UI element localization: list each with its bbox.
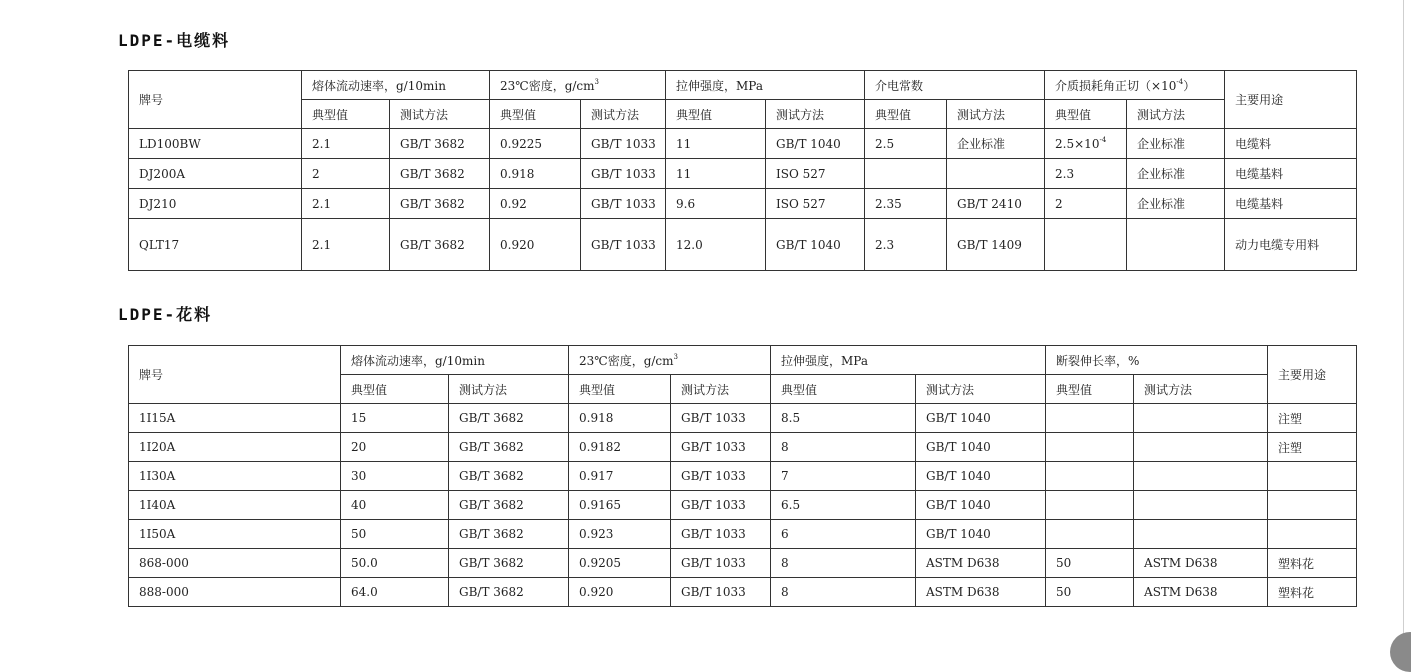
- cell-value: 11: [666, 159, 766, 189]
- cell-use: 塑料花: [1268, 578, 1357, 607]
- cell-value: 50: [341, 520, 449, 549]
- cell-value: 11: [666, 129, 766, 159]
- header-main-use: 主要用途: [1225, 71, 1357, 129]
- cell-value: 2.35: [865, 189, 947, 219]
- cell-value: GB/T 1033: [671, 549, 771, 578]
- table-row: [129, 520, 1357, 549]
- cell-value: [1127, 219, 1225, 271]
- cell-value: GB/T 3682: [449, 462, 569, 491]
- cell-value: 8: [771, 433, 916, 462]
- cell-use: 动力电缆专用料: [1225, 219, 1357, 271]
- cell-value: 2.1: [302, 219, 390, 271]
- cell-value: [1045, 129, 1127, 159]
- subheader-method: 测试方法: [916, 375, 1046, 404]
- subheader-method: 测试方法: [947, 100, 1045, 129]
- cell-value: [1134, 491, 1268, 520]
- cell-loss-superscript: -4: [1099, 135, 1107, 144]
- cell-value: ISO 527: [766, 159, 865, 189]
- header-density-superscript: 3: [594, 77, 600, 86]
- cell-value: GB/T 3682: [449, 433, 569, 462]
- cell-use: 注塑: [1268, 433, 1357, 462]
- cell-value: 7: [771, 462, 916, 491]
- cell-use: 电缆基料: [1225, 189, 1357, 219]
- header-tensile-strength: 拉伸强度，MPa: [771, 346, 1046, 375]
- cell-value: 8.5: [771, 404, 916, 433]
- cell-value: 0.918: [569, 404, 671, 433]
- cell-value: 6.5: [771, 491, 916, 520]
- header-dissipation-superscript: -4: [1176, 77, 1184, 86]
- cell-value: 40: [341, 491, 449, 520]
- cell-value: 6: [771, 520, 916, 549]
- cell-grade: LD100BW: [129, 129, 302, 159]
- cell-value: GB/T 3682: [449, 491, 569, 520]
- subheader-typical: 典型值: [569, 375, 671, 404]
- cell-value: 64.0: [341, 578, 449, 607]
- cell-value: [1045, 219, 1127, 271]
- cell-value: GB/T 1033: [581, 219, 666, 271]
- cell-value: GB/T 1040: [916, 520, 1046, 549]
- cell-grade: 1I50A: [129, 520, 341, 549]
- cell-value: GB/T 3682: [390, 129, 490, 159]
- cell-value: [1134, 433, 1268, 462]
- cell-grade: QLT17: [129, 219, 302, 271]
- cell-value: 2: [1045, 189, 1127, 219]
- cell-value: GB/T 1033: [671, 491, 771, 520]
- cell-value: 2.3: [1045, 159, 1127, 189]
- cell-value: 9.6: [666, 189, 766, 219]
- cell-value: ASTM D638: [916, 578, 1046, 607]
- header-dissipation-close: ）: [1183, 78, 1196, 93]
- cell-value: ASTM D638: [1134, 578, 1268, 607]
- header-melt-flow-rate: 熔体流动速率，g/10min: [341, 346, 569, 375]
- table-row: [129, 404, 1357, 433]
- page-edge-line: [1403, 0, 1404, 647]
- cell-use: [1268, 491, 1357, 520]
- header-tensile-strength: 拉伸强度，MPa: [666, 71, 865, 100]
- cell-value: GB/T 1033: [671, 520, 771, 549]
- cell-value: 0.918: [490, 159, 581, 189]
- section-title-flower: LDPE-花料: [118, 305, 213, 324]
- cell-value: ASTM D638: [916, 549, 1046, 578]
- cell-value: 2.5: [865, 129, 947, 159]
- cell-value: GB/T 1040: [916, 491, 1046, 520]
- cell-value: [947, 159, 1045, 189]
- cell-grade: 1I30A: [129, 462, 341, 491]
- cell-value: 15: [341, 404, 449, 433]
- cell-value: GB/T 1040: [916, 433, 1046, 462]
- cell-value: ISO 527: [766, 189, 865, 219]
- cell-use: [1268, 462, 1357, 491]
- cell-value: 8: [771, 578, 916, 607]
- header-density-superscript: 3: [673, 352, 679, 361]
- page-corner-mark: [1390, 632, 1411, 672]
- cell-value: GB/T 3682: [449, 549, 569, 578]
- header-density-label: 23℃密度，g/cm: [579, 353, 674, 368]
- cell-use: 电缆料: [1225, 129, 1357, 159]
- cell-value: [1046, 462, 1134, 491]
- cell-value: 12.0: [666, 219, 766, 271]
- cell-value: GB/T 1409: [947, 219, 1045, 271]
- header-density-label: 23℃密度，g/cm: [500, 78, 595, 93]
- table-row: [129, 491, 1357, 520]
- cell-value: GB/T 1033: [671, 462, 771, 491]
- subheader-method: 测试方法: [1127, 100, 1225, 129]
- cell-value: GB/T 1033: [581, 159, 666, 189]
- cell-value: 30: [341, 462, 449, 491]
- cell-value: 50: [1046, 578, 1134, 607]
- subheader-typical: 典型值: [865, 100, 947, 129]
- table-subheader-row: [129, 100, 1357, 129]
- table-header-row: [129, 346, 1357, 375]
- cell-value: 2.1: [302, 129, 390, 159]
- cell-value: 企业标准: [1127, 129, 1225, 159]
- cell-value: [1134, 404, 1268, 433]
- cell-value: 50.0: [341, 549, 449, 578]
- subheader-typical: 典型值: [1046, 375, 1134, 404]
- header-density: [490, 71, 666, 100]
- subheader-method: 测试方法: [390, 100, 490, 129]
- flower-spec-table: [128, 345, 1357, 607]
- cell-value: GB/T 1040: [916, 462, 1046, 491]
- subheader-typical: 典型值: [771, 375, 916, 404]
- header-dissipation-factor: [1045, 71, 1225, 100]
- cell-value: 企业标准: [1127, 189, 1225, 219]
- subheader-method: 测试方法: [1134, 375, 1268, 404]
- cell-value: 企业标准: [1127, 159, 1225, 189]
- header-main-use: 主要用途: [1268, 346, 1357, 404]
- cell-value: GB/T 1033: [671, 578, 771, 607]
- cell-value: GB/T 1033: [671, 433, 771, 462]
- cell-grade: DJ200A: [129, 159, 302, 189]
- subheader-typical: 典型值: [490, 100, 581, 129]
- cell-value: ASTM D638: [1134, 549, 1268, 578]
- cell-value: 0.920: [569, 578, 671, 607]
- cell-value: 2.3: [865, 219, 947, 271]
- cell-grade: 1I15A: [129, 404, 341, 433]
- cell-value: 0.9225: [490, 129, 581, 159]
- cell-value: 2: [302, 159, 390, 189]
- header-density: [569, 346, 771, 375]
- table-row: [129, 219, 1357, 271]
- cell-grade: 1I20A: [129, 433, 341, 462]
- cell-value: [865, 159, 947, 189]
- cell-value: [1134, 462, 1268, 491]
- subheader-method: 测试方法: [766, 100, 865, 129]
- header-dielectric-constant: 介电常数: [865, 71, 1045, 100]
- header-dissipation-label: 介质损耗角正切（×10: [1055, 78, 1177, 93]
- cell-grade: DJ210: [129, 189, 302, 219]
- cell-value: 0.9165: [569, 491, 671, 520]
- cell-value: [1046, 520, 1134, 549]
- cell-use: [1268, 520, 1357, 549]
- cell-value: 0.917: [569, 462, 671, 491]
- cell-value: [1046, 491, 1134, 520]
- subheader-method: 测试方法: [671, 375, 771, 404]
- cell-use: 电缆基料: [1225, 159, 1357, 189]
- subheader-typical: 典型值: [666, 100, 766, 129]
- cable-spec-table: [128, 70, 1357, 271]
- subheader-method: 测试方法: [449, 375, 569, 404]
- cell-value: GB/T 3682: [390, 189, 490, 219]
- table-row: [129, 549, 1357, 578]
- cell-value: 0.92: [490, 189, 581, 219]
- subheader-method: 测试方法: [581, 100, 666, 129]
- cell-value: 8: [771, 549, 916, 578]
- cell-value: GB/T 1033: [581, 129, 666, 159]
- cell-value: GB/T 3682: [449, 578, 569, 607]
- table-row: [129, 189, 1357, 219]
- table-header-row: [129, 71, 1357, 100]
- table-row: [129, 159, 1357, 189]
- cell-use: 注塑: [1268, 404, 1357, 433]
- cell-grade: 868-000: [129, 549, 341, 578]
- cell-value: 50: [1046, 549, 1134, 578]
- cell-loss-value: 2.5×10: [1055, 136, 1100, 151]
- table-row: [129, 433, 1357, 462]
- cell-value: 企业标准: [947, 129, 1045, 159]
- cell-value: [1046, 433, 1134, 462]
- cell-value: GB/T 3682: [449, 520, 569, 549]
- cell-value: GB/T 1033: [671, 404, 771, 433]
- subheader-typical: 典型值: [302, 100, 390, 129]
- cell-value: GB/T 1040: [916, 404, 1046, 433]
- cell-value: [1046, 404, 1134, 433]
- cell-value: GB/T 3682: [390, 219, 490, 271]
- subheader-typical: 典型值: [341, 375, 449, 404]
- table-row: [129, 129, 1357, 159]
- section-title-cable: LDPE-电缆料: [118, 31, 231, 50]
- cell-grade: 1I40A: [129, 491, 341, 520]
- header-grade: 牌号: [129, 71, 302, 129]
- header-melt-flow-rate: 熔体流动速率，g/10min: [302, 71, 490, 100]
- cell-value: GB/T 1033: [581, 189, 666, 219]
- subheader-typical: 典型值: [1045, 100, 1127, 129]
- header-grade: 牌号: [129, 346, 341, 404]
- cell-value: 2.1: [302, 189, 390, 219]
- cell-value: GB/T 1040: [766, 219, 865, 271]
- cell-value: GB/T 2410: [947, 189, 1045, 219]
- cell-value: GB/T 3682: [390, 159, 490, 189]
- table-row: [129, 578, 1357, 607]
- cell-value: 0.920: [490, 219, 581, 271]
- cell-value: 20: [341, 433, 449, 462]
- cell-value: 0.9205: [569, 549, 671, 578]
- header-elongation: 断裂伸长率，%: [1046, 346, 1268, 375]
- cell-grade: 888-000: [129, 578, 341, 607]
- table-row: [129, 462, 1357, 491]
- cell-value: 0.923: [569, 520, 671, 549]
- cell-use: 塑料花: [1268, 549, 1357, 578]
- cell-value: GB/T 3682: [449, 404, 569, 433]
- cell-value: [1134, 520, 1268, 549]
- cell-value: 0.9182: [569, 433, 671, 462]
- cell-value: GB/T 1040: [766, 129, 865, 159]
